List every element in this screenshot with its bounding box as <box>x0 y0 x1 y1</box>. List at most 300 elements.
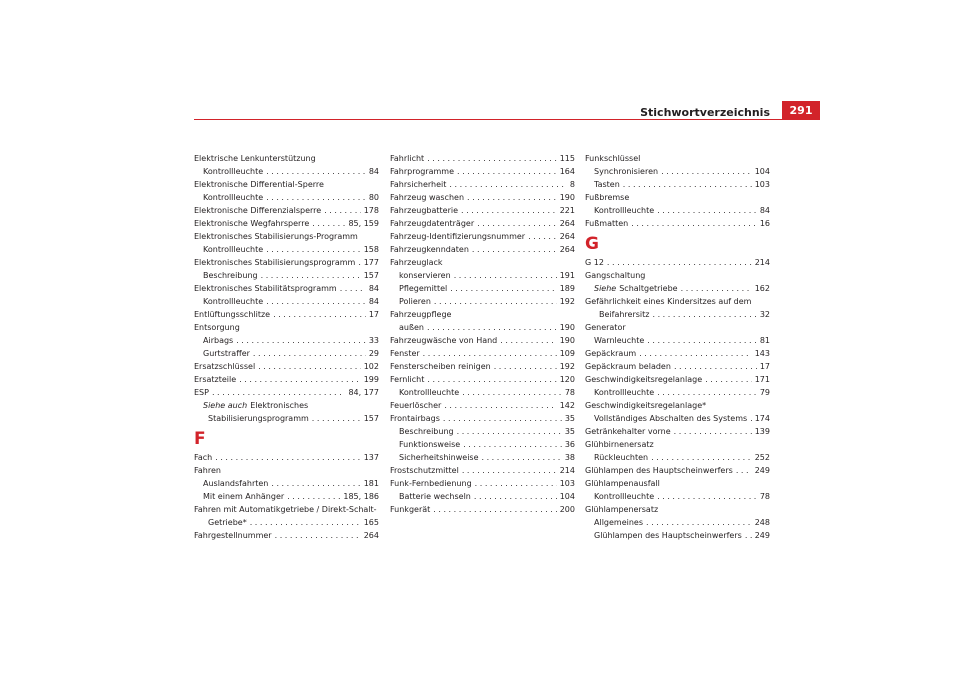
dot-leader <box>434 295 557 308</box>
index-term: Fahrzeuglack <box>390 258 443 267</box>
index-entry <box>585 477 770 490</box>
index-entry <box>585 152 770 165</box>
dot-leader <box>467 191 557 204</box>
page-ref: 38 <box>564 453 575 462</box>
index-term: Airbags <box>203 336 234 345</box>
index-term: Beifahrersitz <box>599 310 650 319</box>
dot-leader <box>444 399 556 412</box>
index-term: Gurtstraffer <box>203 349 250 358</box>
dot-leader <box>651 451 752 464</box>
index-term: Fahrprogramme <box>390 167 454 176</box>
index-term: Rückleuchten <box>594 453 649 462</box>
index-term: Entlüftungsschlitze <box>194 310 271 319</box>
index-entry <box>194 490 379 503</box>
index-entry <box>585 334 770 347</box>
dot-leader <box>474 490 557 503</box>
index-entry <box>585 529 770 542</box>
index-entry <box>390 256 575 269</box>
page-ref: 32 <box>759 310 770 319</box>
dot-leader <box>454 269 557 282</box>
page-ref: 214 <box>754 258 770 267</box>
dot-leader <box>482 451 562 464</box>
index-term: Fahrgestellnummer <box>194 531 272 540</box>
dot-leader <box>472 243 557 256</box>
page-ref: 248 <box>754 518 770 527</box>
page-ref: 249 <box>754 466 770 475</box>
index-entry <box>585 490 770 503</box>
index-term: Ersatzteile <box>194 375 237 384</box>
dot-leader <box>449 178 566 191</box>
index-entry <box>585 425 770 438</box>
index-term: Glühbirnenersatz <box>585 440 654 449</box>
dot-leader <box>463 438 562 451</box>
index-term: Allgemeines <box>594 518 644 527</box>
index-column-2 <box>390 152 575 516</box>
dot-leader <box>462 464 557 477</box>
page-ref: 158 <box>363 245 379 254</box>
index-entry <box>194 282 379 295</box>
page-ref: 174 <box>754 414 770 423</box>
index-term: Elektronisches Stabilitätsprogramm <box>194 284 337 293</box>
index-entry <box>585 373 770 386</box>
see-label: Siehe <box>594 284 617 293</box>
index-entry <box>585 321 770 334</box>
index-term: Vollständiges Abschalten des Systems <box>594 414 748 423</box>
index-term: Kontrollleuchte <box>203 245 264 254</box>
index-term: Elektronische Differenzialsperre <box>194 206 322 215</box>
page-ref: 264 <box>559 219 575 228</box>
section-letter-g: G <box>585 234 599 254</box>
index-term: Fahren <box>194 466 221 475</box>
section-letter-f: F <box>194 429 206 449</box>
header-divider <box>194 119 820 120</box>
index-entry <box>585 516 770 529</box>
page-ref: 157 <box>363 271 379 280</box>
index-term: Schaltgetriebe <box>619 284 678 293</box>
index-entry <box>194 386 379 399</box>
page-ref: 78 <box>564 388 575 397</box>
page-ref: 8 <box>569 180 575 189</box>
page-ref: 171 <box>754 375 770 384</box>
index-entry <box>390 269 575 282</box>
index-term: Fahrzeug-Identifizierungsnummer <box>390 232 526 241</box>
page-ref: 191 <box>559 271 575 280</box>
dot-leader <box>271 477 360 490</box>
index-term: Kontrollleuchte <box>594 492 655 501</box>
index-entry <box>585 399 770 412</box>
index-entry <box>585 451 770 464</box>
dot-leader <box>652 308 756 321</box>
page-ref: 84 <box>368 284 379 293</box>
dot-leader <box>433 503 556 516</box>
dot-leader <box>443 412 562 425</box>
index-term: Elektronische Differential-Sperre <box>194 180 324 189</box>
page-ref: 162 <box>754 284 770 293</box>
index-entry <box>585 256 770 269</box>
index-term: Geschwindigkeitsregelanlage* <box>585 401 707 410</box>
dot-leader <box>475 477 557 490</box>
dot-leader <box>607 256 752 269</box>
index-entry <box>194 243 379 256</box>
index-entry <box>585 191 770 204</box>
index-entry <box>390 451 575 464</box>
index-term: Elektronisches Stabilisierungs-Programm <box>194 232 358 241</box>
index-term: Fußmatten <box>585 219 629 228</box>
index-term: Fahren mit Automatikgetriebe / Direkt-Schalt- <box>194 505 377 514</box>
page-ref: 104 <box>754 167 770 176</box>
page-ref: 192 <box>559 297 575 306</box>
index-entry <box>390 191 575 204</box>
page-ref: 84, 177 <box>348 388 379 397</box>
index-term: Kontrollleuchte <box>399 388 460 397</box>
dot-leader <box>647 334 757 347</box>
index-entry <box>194 204 379 217</box>
dot-leader <box>681 282 752 295</box>
index-entry <box>390 438 575 451</box>
index-term: Fahrzeugkenndaten <box>390 245 469 254</box>
page-ref: 199 <box>363 375 379 384</box>
page-ref: 17 <box>368 310 379 319</box>
dot-leader <box>639 347 752 360</box>
dot-leader <box>275 529 361 542</box>
dot-leader <box>312 412 361 425</box>
dot-leader <box>261 269 361 282</box>
dot-leader <box>258 360 361 373</box>
index-term: Pflegemittel <box>399 284 448 293</box>
index-term: Gefährlichkeit eines Kindersitzes auf dem <box>585 297 752 306</box>
index-term: Frostschutzmittel <box>390 466 459 475</box>
index-entry <box>585 412 770 425</box>
index-entry <box>194 230 379 243</box>
index-term: Funk-Fernbedienung <box>390 479 472 488</box>
index-term: Entsorgung <box>194 323 240 332</box>
index-entry <box>194 269 379 282</box>
dot-leader <box>750 412 752 425</box>
dot-leader <box>312 217 345 230</box>
index-term: Kontrollleuchte <box>594 388 655 397</box>
index-entry <box>390 178 575 191</box>
index-term: Elektronische Wegfahrsperre <box>194 219 310 228</box>
index-entry <box>390 230 575 243</box>
index-term: Stabilisierungsprogramm <box>208 414 309 423</box>
index-entry <box>194 529 379 542</box>
dot-leader <box>462 386 562 399</box>
page-ref: 200 <box>559 505 575 514</box>
page-ref: 142 <box>559 401 575 410</box>
page-ref: 17 <box>759 362 770 371</box>
page-ref: 16 <box>759 219 770 228</box>
index-term: Fahrzeugbatterie <box>390 206 459 215</box>
index-entry <box>585 204 770 217</box>
index-term: Glühlampen des Hauptscheinwerfers <box>594 531 742 540</box>
index-entry <box>390 503 575 516</box>
dot-leader <box>250 516 361 529</box>
page-ref: 264 <box>559 245 575 254</box>
index-term: Fahrlicht <box>390 154 425 163</box>
index-entry <box>390 217 575 230</box>
page-ref: 78 <box>759 492 770 501</box>
index-entry <box>390 308 575 321</box>
dot-leader <box>457 425 562 438</box>
page-ref: 252 <box>754 453 770 462</box>
index-term: Elektronisches <box>250 401 309 410</box>
index-term: Getränkehalter vorne <box>585 427 671 436</box>
index-term: Fenster <box>390 349 420 358</box>
index-entry <box>585 438 770 451</box>
page-ref: 192 <box>559 362 575 371</box>
index-entry <box>194 503 379 516</box>
page-ref: 104 <box>559 492 575 501</box>
index-entry <box>194 308 379 321</box>
dot-leader <box>623 178 752 191</box>
index-entry <box>194 178 379 191</box>
page-ref: 35 <box>564 414 575 423</box>
page-ref: 120 <box>559 375 575 384</box>
index-entry <box>390 490 575 503</box>
page-ref: 85, 159 <box>348 219 379 228</box>
dot-leader <box>239 373 361 386</box>
page-ref: 181 <box>363 479 379 488</box>
index-column-3 <box>585 152 770 542</box>
dot-leader <box>494 360 557 373</box>
dot-leader <box>500 334 556 347</box>
index-term: Beschreibung <box>203 271 258 280</box>
index-entry <box>194 191 379 204</box>
index-entry <box>194 373 379 386</box>
index-entry <box>194 256 379 269</box>
index-entry <box>390 243 575 256</box>
page-ref: 80 <box>368 193 379 202</box>
page-ref: 190 <box>559 336 575 345</box>
index-term: Fernlicht <box>390 375 425 384</box>
index-entry <box>390 334 575 347</box>
page-ref: 36 <box>564 440 575 449</box>
index-entry <box>390 412 575 425</box>
index-term: Kontrollleuchte <box>594 206 655 215</box>
dot-leader <box>287 490 340 503</box>
index-entry <box>585 165 770 178</box>
page-ref: 189 <box>559 284 575 293</box>
index-entry <box>585 386 770 399</box>
index-entry <box>390 347 575 360</box>
page-ref: 177 <box>363 258 379 267</box>
index-entry <box>390 165 575 178</box>
index-term: Sicherheitshinweise <box>399 453 479 462</box>
index-term: Gepäckraum beladen <box>585 362 671 371</box>
index-term: Tasten <box>594 180 620 189</box>
index-entry <box>390 464 575 477</box>
index-entry <box>194 347 379 360</box>
index-term: Funkschlüssel <box>585 154 641 163</box>
index-entry <box>194 399 379 412</box>
index-entry <box>585 308 770 321</box>
dot-leader <box>423 347 557 360</box>
index-entry <box>390 386 575 399</box>
index-term: Polieren <box>399 297 431 306</box>
page-ref: 102 <box>363 362 379 371</box>
index-term: Fahrsicherheit <box>390 180 447 189</box>
dot-leader <box>461 204 557 217</box>
index-term: konservieren <box>399 271 451 280</box>
index-entry <box>194 165 379 178</box>
index-term: Kontrollleuchte <box>203 193 264 202</box>
page-ref: 103 <box>754 180 770 189</box>
page-ref: 84 <box>368 297 379 306</box>
index-entry <box>194 217 379 230</box>
page-title: Stichwortverzeichnis <box>640 106 770 119</box>
dot-leader <box>324 204 361 217</box>
dot-leader <box>657 386 757 399</box>
index-term: Fußbremse <box>585 193 630 202</box>
index-term: Batterie wechseln <box>399 492 471 501</box>
index-entry <box>194 295 379 308</box>
index-entry <box>194 451 379 464</box>
dot-leader <box>340 282 366 295</box>
page-ref: 143 <box>754 349 770 358</box>
index-term: Funkgerät <box>390 505 431 514</box>
page-ref: 35 <box>564 427 575 436</box>
index-term: Elektronisches Stabilisierungsprogramm <box>194 258 356 267</box>
page-ref: 33 <box>368 336 379 345</box>
index-entry <box>585 295 770 308</box>
index-entry <box>194 321 379 334</box>
index-entry <box>194 516 379 529</box>
index-entry <box>585 464 770 477</box>
index-term: Getriebe* <box>208 518 247 527</box>
dot-leader <box>457 165 557 178</box>
index-entry <box>194 464 379 477</box>
index-entry <box>194 152 379 165</box>
index-entry <box>390 373 575 386</box>
page-ref: 165 <box>363 518 379 527</box>
index-entry <box>390 295 575 308</box>
dot-leader <box>528 230 557 243</box>
dot-leader <box>477 217 557 230</box>
index-term: Auslandsfahrten <box>203 479 269 488</box>
index-term: G 12 <box>585 258 604 267</box>
page-ref: 264 <box>559 232 575 241</box>
page-ref: 137 <box>363 453 379 462</box>
page-ref: 221 <box>559 206 575 215</box>
index-term: Synchronisieren <box>594 167 659 176</box>
index-entry <box>585 503 770 516</box>
dot-leader <box>215 451 360 464</box>
index-term: Kontrollleuchte <box>203 297 264 306</box>
page-ref: 249 <box>754 531 770 540</box>
index-term: Generator <box>585 323 626 332</box>
dot-leader <box>427 321 557 334</box>
index-entry <box>585 360 770 373</box>
dot-leader <box>273 308 366 321</box>
index-term: Glühlampenersatz <box>585 505 659 514</box>
index-entry <box>194 412 379 425</box>
index-term: Fach <box>194 453 213 462</box>
dot-leader <box>266 243 361 256</box>
dot-leader <box>450 282 557 295</box>
dot-leader <box>657 490 757 503</box>
index-term: Frontairbags <box>390 414 440 423</box>
dot-leader <box>266 165 366 178</box>
page-ref: 81 <box>759 336 770 345</box>
index-entry <box>194 477 379 490</box>
index-term: Geschwindigkeitsregelanlage <box>585 375 703 384</box>
index-term: Fahrzeugwäsche von Hand <box>390 336 498 345</box>
index-entry <box>390 425 575 438</box>
index-term: Elektrische Lenkunterstützung <box>194 154 316 163</box>
page-ref: 185, 186 <box>343 492 379 501</box>
page-number-badge: 291 <box>782 101 820 120</box>
dot-leader <box>266 191 366 204</box>
dot-leader <box>674 425 752 438</box>
index-term: Ersatzschlüssel <box>194 362 256 371</box>
dot-leader <box>745 529 752 542</box>
dot-leader <box>705 373 752 386</box>
index-entry <box>585 269 770 282</box>
index-term: Kontrollleuchte <box>203 167 264 176</box>
index-entry <box>194 360 379 373</box>
index-term: ESP <box>194 388 209 397</box>
page-ref: 79 <box>759 388 770 397</box>
dot-leader <box>253 347 366 360</box>
page-ref: 84 <box>759 206 770 215</box>
index-term: Funktionsweise <box>399 440 461 449</box>
index-entry <box>390 321 575 334</box>
index-column-1 <box>194 152 379 542</box>
page-ref: 103 <box>559 479 575 488</box>
dot-leader <box>646 516 752 529</box>
index-entry <box>585 217 770 230</box>
index-term: Feuerlöscher <box>390 401 442 410</box>
index-term: Fahrzeug waschen <box>390 193 465 202</box>
index-term: Gepäckraum <box>585 349 637 358</box>
index-entry <box>390 204 575 217</box>
index-term: Glühlampen des Hauptscheinwerfers <box>585 466 733 475</box>
page-ref: 164 <box>559 167 575 176</box>
dot-leader <box>266 295 366 308</box>
page-ref: 157 <box>363 414 379 423</box>
dot-leader <box>736 464 752 477</box>
index-term: Warnleuchte <box>594 336 645 345</box>
page-ref: 190 <box>559 323 575 332</box>
index-term: Mit einem Anhänger <box>203 492 285 501</box>
dot-leader <box>358 256 360 269</box>
page-ref: 214 <box>559 466 575 475</box>
index-term: außen <box>399 323 425 332</box>
page-ref: 190 <box>559 193 575 202</box>
page-ref: 139 <box>754 427 770 436</box>
page-ref: 178 <box>363 206 379 215</box>
dot-leader <box>427 152 557 165</box>
page-ref: 115 <box>559 154 575 163</box>
index-entry <box>585 347 770 360</box>
index-term: Gangschaltung <box>585 271 646 280</box>
page-ref: 84 <box>368 167 379 176</box>
index-entry <box>390 282 575 295</box>
index-term: Beschreibung <box>399 427 454 436</box>
dot-leader <box>661 165 752 178</box>
index-entry <box>390 477 575 490</box>
page-ref: 29 <box>368 349 379 358</box>
index-entry <box>585 282 770 295</box>
index-entry <box>390 360 575 373</box>
index-entry <box>585 178 770 191</box>
index-term: Fahrzeugdatenträger <box>390 219 475 228</box>
index-term: Glühlampenausfall <box>585 479 660 488</box>
dot-leader <box>631 217 757 230</box>
page-ref: 264 <box>363 531 379 540</box>
index-term: Fensterscheiben reinigen <box>390 362 491 371</box>
dot-leader <box>212 386 345 399</box>
